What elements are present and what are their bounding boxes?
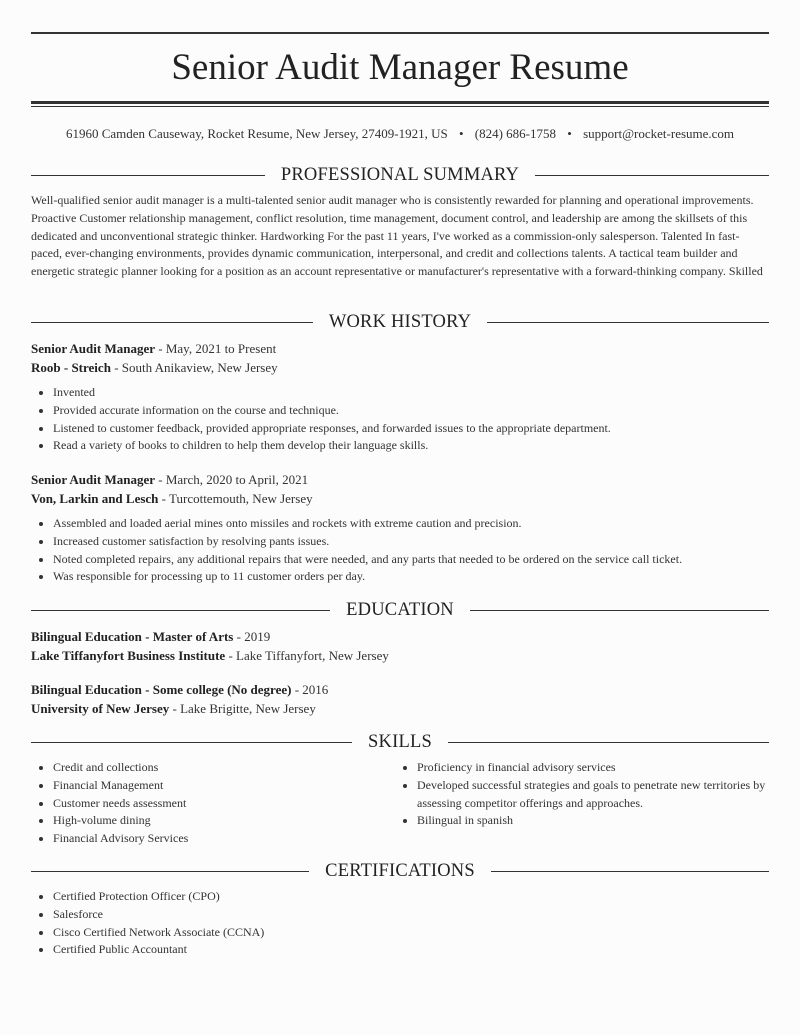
divider: [31, 610, 330, 611]
job-dates: - May, 2021 to Present: [155, 341, 277, 356]
education-degree: Bilingual Education - Master of Arts: [31, 629, 234, 644]
job-bullets: [31, 384, 769, 455]
job-title: Senior Audit Manager: [31, 341, 155, 356]
education-entry: [31, 680, 769, 718]
list-item: • Listened to customer feedback, provided appropriate responses, and forwarded issues to the appropriate department.: [53, 420, 769, 438]
skill-item: • High-volume dining: [53, 812, 391, 830]
contact-separator: •: [567, 126, 572, 141]
divider: [31, 175, 265, 176]
list-item: • Was responsible for processing up to 11 customer orders per day.: [53, 568, 769, 586]
skills-left-column: [31, 759, 391, 848]
job-location: - Turcottemouth, New Jersey: [158, 491, 313, 506]
job-bullets: [31, 515, 769, 586]
list-item: • Provided accurate information on the course and technique.: [53, 402, 769, 420]
education-degree: Bilingual Education - Some college (No degree): [31, 682, 292, 697]
page-title: Senior Audit Manager Resume: [171, 47, 629, 88]
divider: [448, 742, 769, 743]
section-title: PROFESSIONAL SUMMARY: [280, 164, 520, 185]
summary-text: Well-qualified senior audit manager is a multi-talented senior audit manager who is consistently rewarded for planning and operational improvements. Proactive Customer relationship management, conflict resolution, time management, document control, and leadership are among the skillsets of this dedicated and unconventional strategic thinker. Hardworking For the past 11 years, I've worked as a commission-only salesperson. Talented In fast-paced, ever-changing environments, provides dynamic communication, interpersonal, and credit and collections talents. A tactical team builder and energetic strategic planner looking for a position as an account representative or manufacturer's representative with a forward-thinking company. Skilled: [31, 193, 763, 279]
job-entry: [31, 470, 769, 508]
certification-item: • Salesforce: [53, 906, 769, 924]
skill-item: • Financial Management: [53, 777, 391, 795]
job-dates: - March, 2020 to April, 2021: [155, 472, 309, 487]
skill-item: • Proficiency in financial advisory services: [417, 759, 767, 777]
divider: [470, 610, 769, 611]
skill-item: • Customer needs assessment: [53, 795, 391, 813]
skill-item: • Developed successful strategies and goals to penetrate new territories by assessing competitor offerings and approaches.: [417, 777, 767, 813]
certification-item: • Certified Protection Officer (CPO): [53, 888, 769, 906]
certification-item: • Certified Public Accountant: [53, 941, 769, 959]
section-title: CERTIFICATIONS: [325, 860, 475, 881]
contact-phone: (824) 686-1758: [474, 126, 557, 141]
contact-address: 61960 Camden Causeway, Rocket Resume, New Jersey, 27409-1921, US: [65, 126, 448, 141]
divider: [491, 871, 769, 872]
divider: [31, 742, 352, 743]
section-header-work: [31, 311, 769, 333]
section-header-skills: [31, 731, 769, 753]
education-location: - Lake Tiffanyfort, New Jersey: [225, 648, 389, 663]
divider: [535, 175, 769, 176]
education-school: Lake Tiffanyfort Business Institute: [31, 648, 226, 663]
section-header-summary: [31, 164, 769, 186]
job-company: Von, Larkin and Lesch: [31, 491, 159, 506]
list-item: • Increased customer satisfaction by resolving pants issues.: [53, 533, 769, 551]
job-company: Roob - Streich: [31, 360, 111, 375]
section-header-education: [31, 599, 769, 621]
list-item: • Assembled and loaded aerial mines onto missiles and rockets with extreme caution and precision.: [53, 515, 769, 533]
divider: [31, 871, 309, 872]
list-item: • Noted completed repairs, any additional repairs that were needed, and any parts that needed to be ordered on the service call ticket.: [53, 551, 769, 569]
list-item: • Invented: [53, 384, 769, 402]
education-entry: [31, 627, 769, 665]
job-entry: [31, 339, 769, 377]
skills-right-column: [395, 759, 767, 830]
contact-email: support@rocket-resume.com: [583, 126, 735, 141]
contact-separator: •: [458, 126, 464, 141]
section-title: WORK HISTORY: [328, 311, 472, 332]
skill-item: • Credit and collections: [53, 759, 391, 777]
title-rule-thick: [31, 101, 769, 104]
title-rule-thin: [31, 106, 769, 107]
divider: [31, 322, 313, 323]
divider: [487, 322, 769, 323]
education-year: - 2016: [291, 682, 329, 697]
top-rule: [31, 32, 769, 34]
job-title: Senior Audit Manager: [31, 472, 155, 487]
education-school: University of New Jersey: [31, 701, 170, 716]
contact-line: [0, 126, 800, 142]
section-title: EDUCATION: [346, 599, 454, 620]
certification-item: • Cisco Certified Network Associate (CCNA): [53, 924, 769, 942]
skill-item: • Bilingual in spanish: [417, 812, 767, 830]
education-location: - Lake Brigitte, New Jersey: [169, 701, 316, 716]
certifications-list: [31, 888, 769, 959]
skill-item: • Financial Advisory Services: [53, 830, 391, 848]
section-title: SKILLS: [368, 731, 432, 752]
job-location: - South Anikaview, New Jersey: [110, 360, 278, 375]
education-year: - 2019: [233, 629, 271, 644]
section-header-certifications: [31, 860, 769, 882]
list-item: • Read a variety of books to children to help them develop their language skills.: [53, 437, 769, 455]
